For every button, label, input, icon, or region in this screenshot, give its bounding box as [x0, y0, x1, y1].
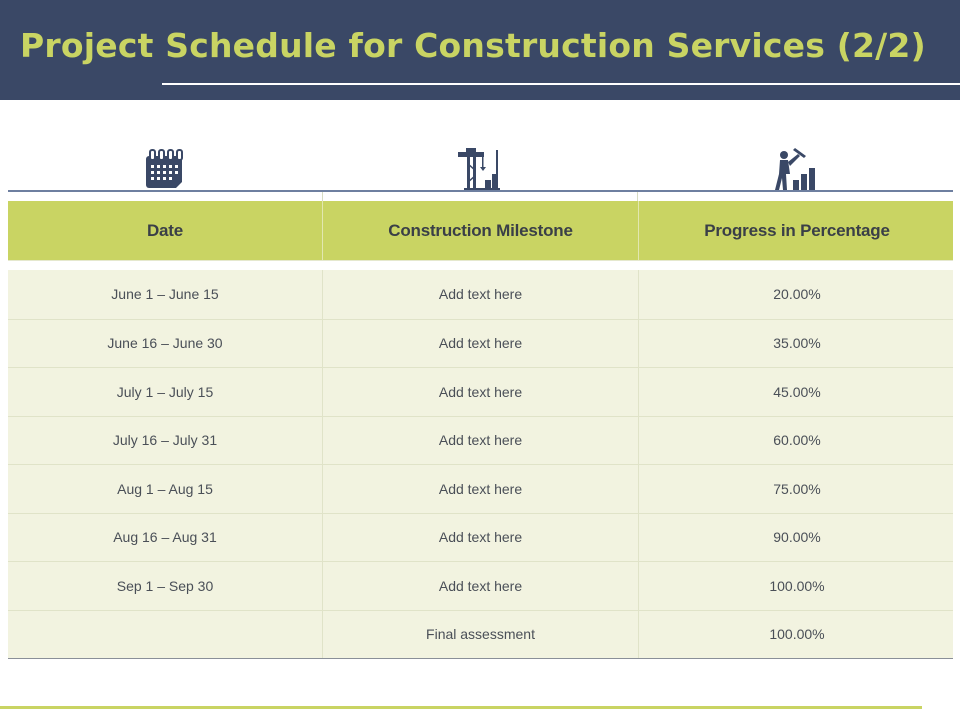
table-row: [8, 610, 953, 659]
header-milestone: Construction Milestone: [322, 201, 638, 260]
schedule-table: [8, 270, 953, 659]
title-bar: [0, 0, 960, 100]
title-underline: [162, 83, 960, 85]
footer-rule: [0, 706, 922, 709]
date-cell: June 1 – June 15: [111, 286, 219, 303]
worker-progress-icon: [770, 146, 816, 192]
milestone-cell: Final assessment: [322, 611, 638, 659]
date-cell: Sep 1 – Sep 30: [116, 577, 214, 594]
icon-divider: [8, 190, 953, 192]
table-row: [8, 270, 953, 319]
column-icons: [8, 140, 953, 192]
milestone-cell: Add text here: [322, 514, 638, 562]
table-row: [8, 561, 953, 610]
calendar-icon: [142, 146, 188, 192]
header-progress: Progress in Percentage: [638, 201, 955, 260]
milestone-cell: Add text here: [322, 320, 638, 368]
progress-cell: 45.00%: [638, 368, 955, 416]
table-row: [8, 319, 953, 368]
progress-cell: 60.00%: [638, 417, 955, 465]
table-row: [8, 464, 953, 513]
table-row: [8, 367, 953, 416]
milestone-cell: Add text here: [322, 562, 638, 610]
page-title: Project Schedule for Construction Services (2/2): [20, 26, 926, 65]
progress-cell: 35.00%: [638, 320, 955, 368]
milestone-cell: Add text here: [322, 270, 638, 319]
table-header: [8, 201, 953, 260]
date-cell: July 16 – July 31: [112, 432, 218, 449]
header-date: Date: [146, 220, 184, 240]
progress-cell: 100.00%: [638, 611, 955, 659]
progress-cell: 100.00%: [638, 562, 955, 610]
table-row: [8, 513, 953, 562]
crane-icon: [456, 146, 502, 192]
milestone-cell: Add text here: [322, 368, 638, 416]
progress-cell: 90.00%: [638, 514, 955, 562]
progress-cell: 20.00%: [638, 270, 955, 319]
date-cell: July 1 – July 15: [116, 383, 214, 400]
date-cell: [8, 611, 322, 659]
progress-cell: 75.00%: [638, 465, 955, 513]
milestone-cell: Add text here: [322, 417, 638, 465]
milestone-cell: Add text here: [322, 465, 638, 513]
date-cell: Aug 16 – Aug 31: [113, 529, 217, 546]
date-cell: June 16 – June 30: [107, 335, 223, 352]
table-row: [8, 416, 953, 465]
date-cell: Aug 1 – Aug 15: [117, 480, 213, 497]
